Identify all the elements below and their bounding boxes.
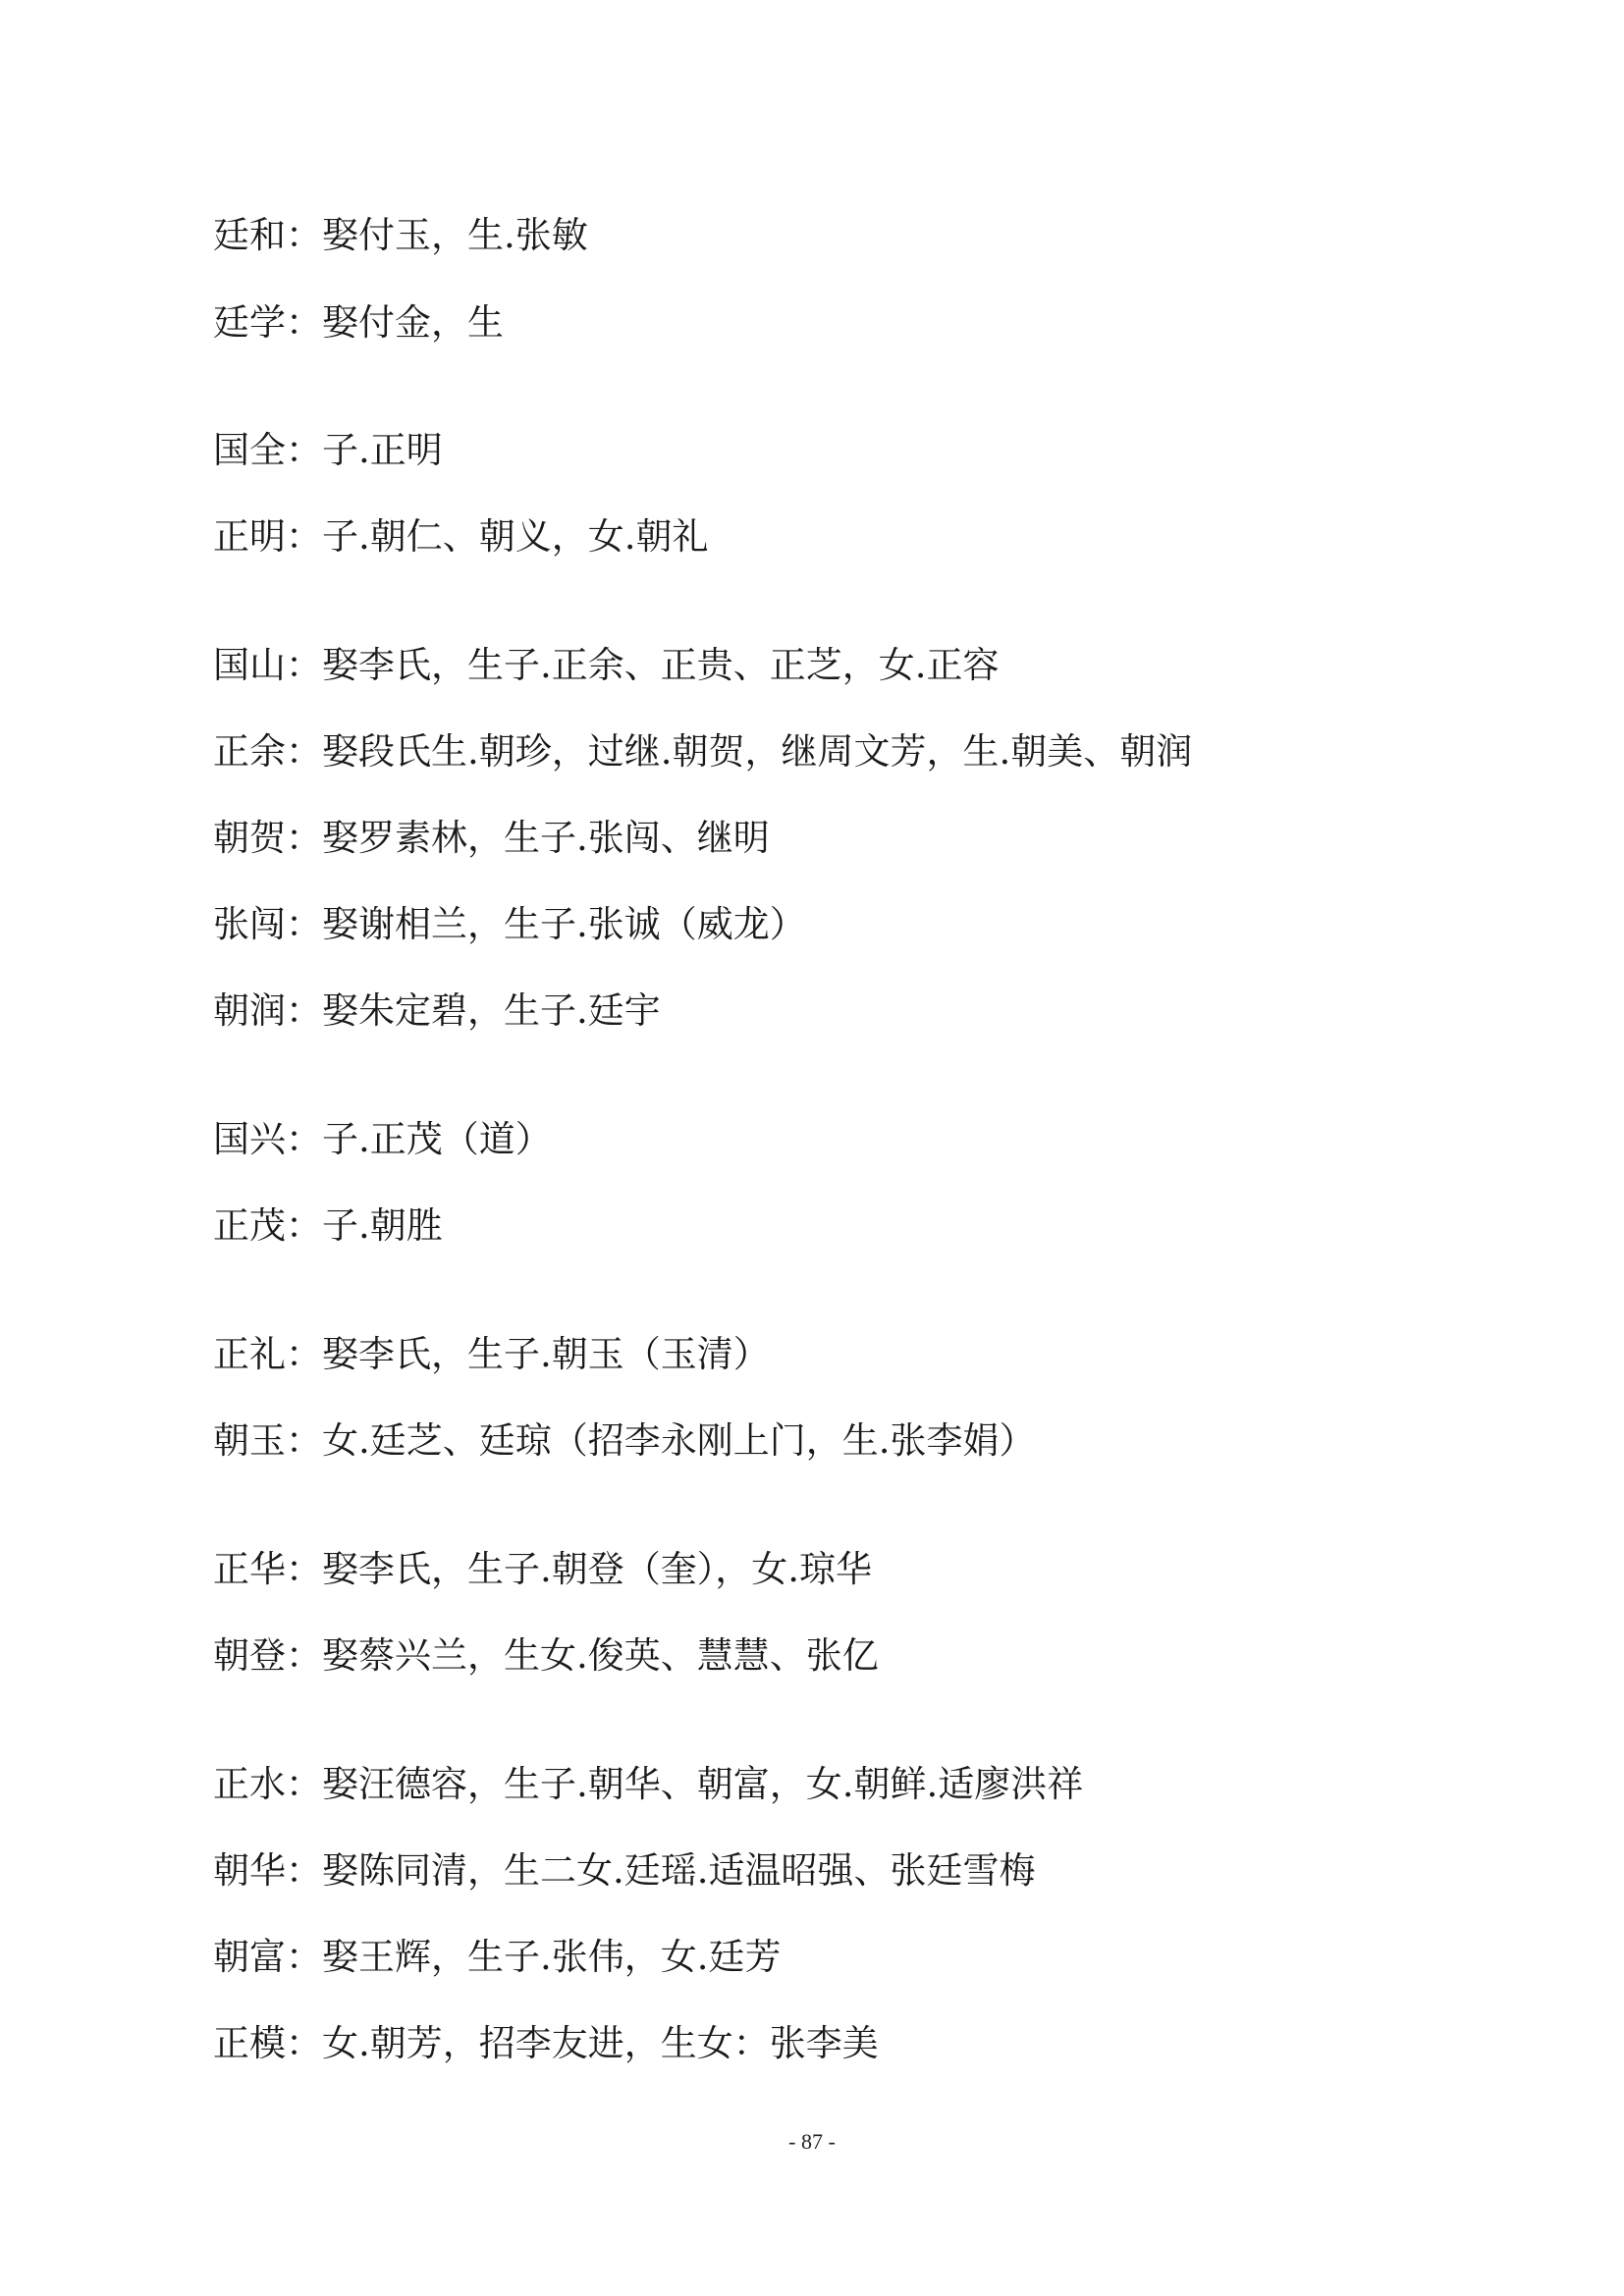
text-line: 正华：娶李氏，生子.朝登（奎），女.琼华	[213, 1548, 873, 1590]
text-line: 国兴：子.正茂（道）	[213, 1118, 552, 1160]
text-line: 国山：娶李氏，生子.正余、正贵、正芝，女.正容	[213, 644, 1000, 686]
text-line: 正模：女.朝芳，招李友进，生女：张李美	[213, 2022, 879, 2064]
page-number: - 87 -	[788, 2129, 836, 2154]
text-line: 正礼：娶李氏，生子.朝玉（玉清）	[213, 1333, 770, 1375]
text-line: 正余：娶段氏生.朝珍，过继.朝贺，继周文芳，生.朝美、朝润	[213, 730, 1193, 773]
text-line: 国全：子.正明	[213, 429, 443, 471]
text-line: 朝玉：女.廷芝、廷琼（招李永刚上门，生.张李娟）	[213, 1419, 1036, 1462]
text-line: 廷学：娶付金，生	[213, 301, 504, 344]
text-line: 正明：子.朝仁、朝义，女.朝礼	[213, 515, 709, 558]
text-line: 正茂：子.朝胜	[213, 1204, 443, 1247]
text-line: 朝华：娶陈同清，生二女.廷瑶.适温昭强、张廷雪梅	[213, 1849, 1036, 1892]
text-line: 朝润：娶朱定碧，生子.廷宇	[213, 989, 661, 1032]
text-line: 正水：娶汪德容，生子.朝华、朝富，女.朝鲜.适廖洪祥	[213, 1763, 1084, 1805]
text-line: 朝富：娶王辉，生子.张伟，女.廷芳	[213, 1936, 782, 1978]
text-line: 廷和：娶付玉，生.张敏	[213, 214, 588, 256]
text-line: 朝贺：娶罗素林，生子.张闯、继明	[213, 817, 770, 859]
text-line: 朝登：娶蔡兴兰，生女.俊英、慧慧、张亿	[213, 1634, 879, 1677]
text-line: 张闯：娶谢相兰，生子.张诚（威龙）	[213, 903, 806, 945]
genealogy-text-block	[213, 0, 1489, 2296]
